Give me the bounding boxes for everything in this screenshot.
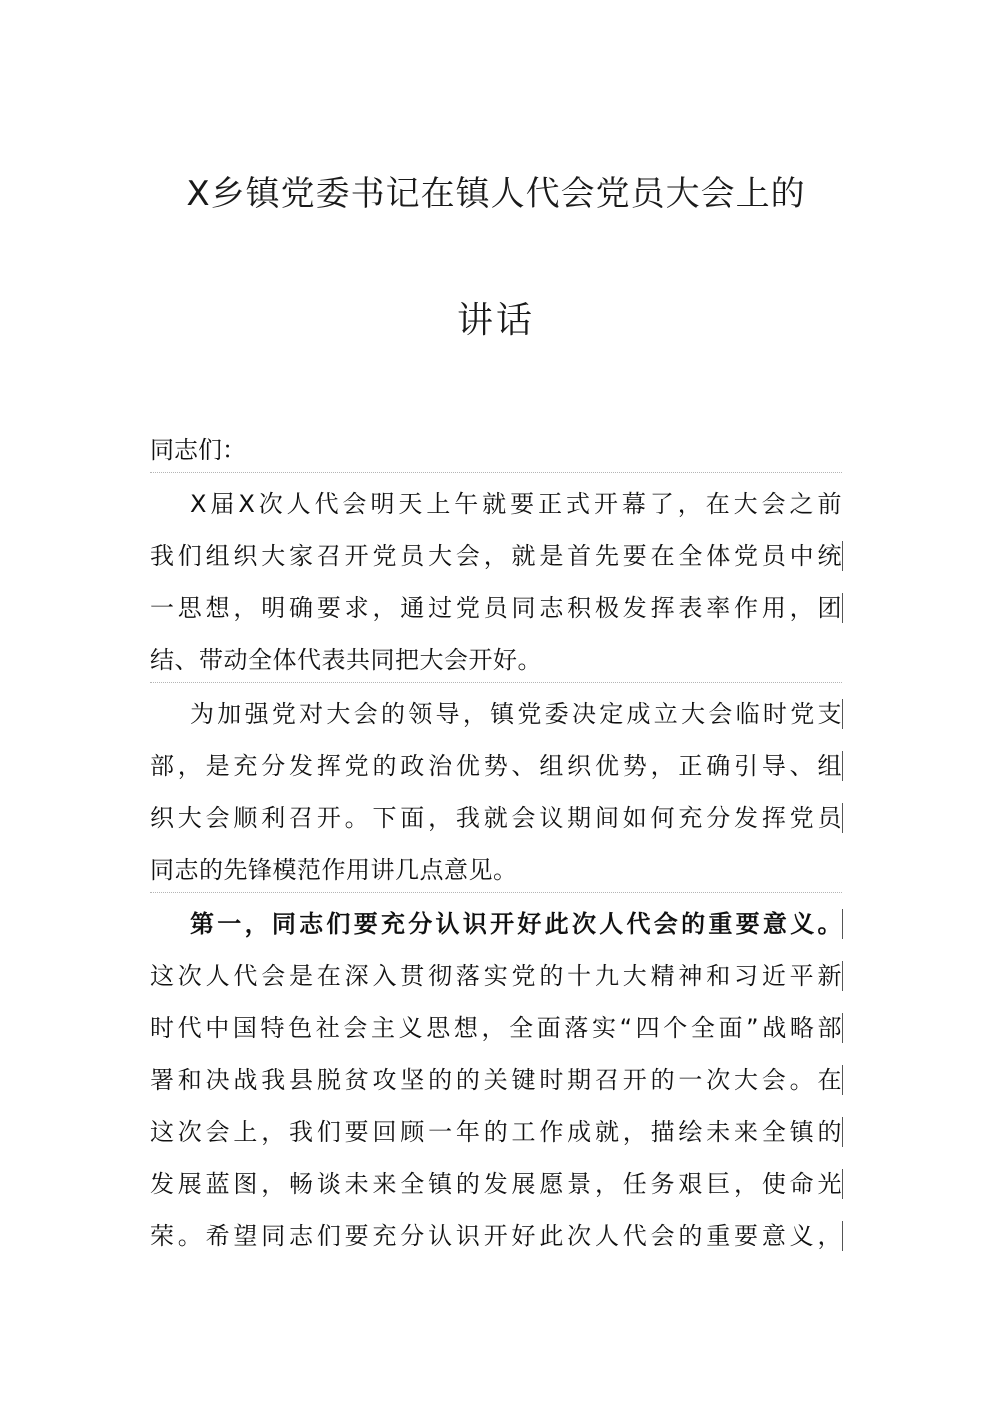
paragraph-3-line-2: 时代中国特色社会主义思想，全面落实“四个全面”战略部 — [150, 1014, 842, 1042]
paragraph-2-line-1: 为加强党对大会的领导，镇党委决定成立大会临时党支 — [190, 700, 842, 728]
paragraph-3-line-1: 这次人代会是在深入贯彻落实党的十九大精神和习近平新 — [150, 962, 842, 990]
paragraph-3-line-4: 这次会上，我们要回顾一年的工作成就，描绘未来全镇的 — [150, 1118, 842, 1146]
paragraph-3-line-6: 荣。希望同志们要充分认识开好此次人代会的重要意义， — [150, 1222, 842, 1250]
line-edge-mark — [842, 751, 843, 781]
line-edge-mark — [842, 593, 843, 623]
document-title-line-2: 讲话 — [456, 300, 535, 341]
paragraph-1-line-3: 一思想，明确要求，通过党员同志积极发挥表率作用，团 — [150, 594, 842, 622]
separator — [150, 682, 842, 683]
paragraph-2-line-2: 部，是充分发挥党的政治优势、组织优势，正确引导、组 — [150, 752, 842, 780]
paragraph-2-line-3: 织大会顺利召开。下面，我就会议期间如何充分发挥党员 — [150, 804, 842, 832]
document-title-line-1: X乡镇党委书记在镇人代会党员大会上的 — [186, 174, 806, 214]
separator — [150, 472, 842, 473]
line-edge-mark — [842, 961, 843, 991]
greeting: 同志们： — [150, 436, 246, 464]
line-edge-mark — [842, 541, 843, 571]
paragraph-3-line-3: 署和决战我县脱贫攻坚的的关键时期召开的一次大会。在 — [150, 1066, 842, 1094]
line-edge-mark — [842, 1221, 843, 1251]
paragraph-2-line-4: 同志的先锋模范作用讲几点意见。 — [150, 856, 518, 884]
paragraph-1-line-1: X届X次人代会明天上午就要正式开幕了，在大会之前 — [190, 490, 842, 518]
line-edge-mark — [842, 803, 843, 833]
paragraph-1-line-2: 我们组织大家召开党员大会，就是首先要在全体党员中统 — [150, 542, 842, 570]
line-edge-mark — [842, 1065, 843, 1095]
line-edge-mark — [842, 909, 843, 939]
paragraph-3-line-5: 发展蓝图，畅谈未来全镇的发展愿景，任务艰巨，使命光 — [150, 1170, 842, 1198]
line-edge-mark — [842, 1169, 843, 1199]
line-edge-mark — [842, 699, 843, 729]
paragraph-3-heading: 第一，同志们要充分认识开好此次人代会的重要意义。 — [190, 910, 842, 938]
paragraph-1-line-4: 结、带动全体代表共同把大会开好。 — [150, 646, 542, 674]
line-edge-mark — [842, 1013, 843, 1043]
separator — [150, 892, 842, 893]
line-edge-mark — [842, 1117, 843, 1147]
